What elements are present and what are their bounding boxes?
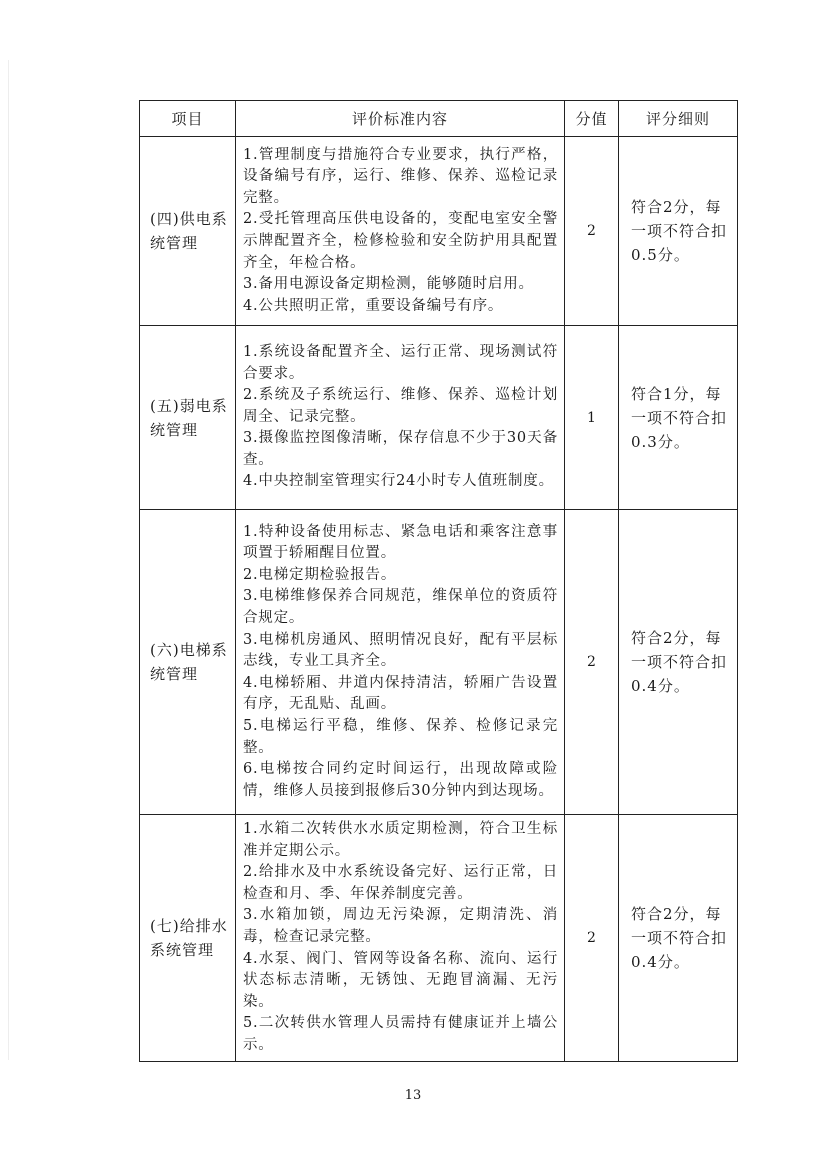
detail-cell: 符合2分，每一项不符合扣0.5分。 [619,137,738,326]
table-row [140,815,738,1062]
detail-cell: 符合1分，每一项不符合扣0.3分。 [619,326,738,510]
evaluation-table [139,100,738,1062]
criteria-cell [236,510,565,815]
criteria-cell [236,326,565,510]
criteria-line: 3.电梯机房通风、照明情况良好，配有平层标志线，专业工具齐全。 [243,631,558,670]
table-row [140,510,738,815]
detail-cell: 符合2分，每一项不符合扣0.4分。 [619,510,738,815]
score-cell: 2 [565,510,619,815]
scan-edge [8,60,9,1060]
header-item: 项目 [140,101,236,137]
criteria-cell [236,137,565,326]
detail-cell: 符合2分，每一项不符合扣0.4分。 [619,815,738,1062]
item-cell: (五)弱电系统管理 [140,326,236,510]
header-score: 分值 [565,101,619,137]
header-criteria: 评价标准内容 [236,101,565,137]
criteria-line: 3.电梯维修保养合同规范，维保单位的资质符合规定。 [243,588,558,627]
score-cell: 1 [565,326,619,510]
page-number: 13 [404,1088,422,1103]
criteria-line: 2.电梯定期检验报告。 [243,566,397,583]
criteria-cell [236,815,565,1062]
criteria-line: 3.备用电源设备定期检测，能够随时启用。 [243,276,534,293]
item-cell: (六)电梯系统管理 [140,510,236,815]
criteria-line: 5.电梯运行平稳，维修、保养、检修记录完整。 [243,717,558,756]
item-cell: (七)给排水系统管理 [140,815,236,1062]
criteria-line: 4.中央控制室管理实行24小时专人值班制度。 [243,473,554,490]
criteria-line: 6.电梯按合同约定时间运行，出现故障或险情，维修人员接到报修后30分钟内到达现场。 [243,761,558,799]
table-row [140,326,738,510]
criteria-line: 3.摄像监控图像清晰，保存信息不少于30天备查。 [243,430,558,468]
criteria-line: 4.公共照明正常，重要设备编号有序。 [243,297,504,314]
table-row [140,137,738,326]
header-detail: 评分细则 [619,101,738,137]
criteria-line: 2.受托管理高压供电设备的，变配电室安全警示牌配置齐全，检修检验和安全防护用具配置齐全，年检合格。 [243,211,558,271]
criteria-line: 2.给排水及中水系统设备完好、运行正常，日检查和月、季、年保养制度完善。 [243,864,558,902]
criteria-line: 4.电梯轿厢、井道内保持清洁，轿厢广告设置有序，无乱贴、乱画。 [243,674,558,713]
criteria-line: 1.系统设备配置齐全、运行正常、现场测试符合要求。 [243,343,558,382]
criteria-line: 1.水箱二次转供水水质定期检测，符合卫生标准并定期公示。 [243,821,558,859]
header-row [140,101,738,137]
criteria-line: 1.特种设备使用标志、紧急电话和乘客注意事项置于轿厢醒目位置。 [243,523,558,562]
criteria-line: 3.水箱加锁，周边无污染源，定期清洗、消毒，检查记录完整。 [243,907,558,945]
criteria-line: 5.二次转供水管理人员需持有健康证并上墙公示。 [243,1015,558,1053]
criteria-line: 4.水泵、阀门、管网等设备名称、流向、运行状态标志清晰，无锈蚀、无跑冒滴漏、无污染。 [243,950,558,1010]
criteria-line: 2.系统及子系统运行、维修、保养、巡检计划周全、记录完整。 [243,387,558,425]
score-cell: 2 [565,137,619,326]
score-cell: 2 [565,815,619,1062]
item-cell: (四)供电系统管理 [140,137,236,326]
criteria-line: 1.管理制度与措施符合专业要求，执行严格，设备编号有序，运行、维修、保养、巡检记录完整。 [243,146,558,206]
